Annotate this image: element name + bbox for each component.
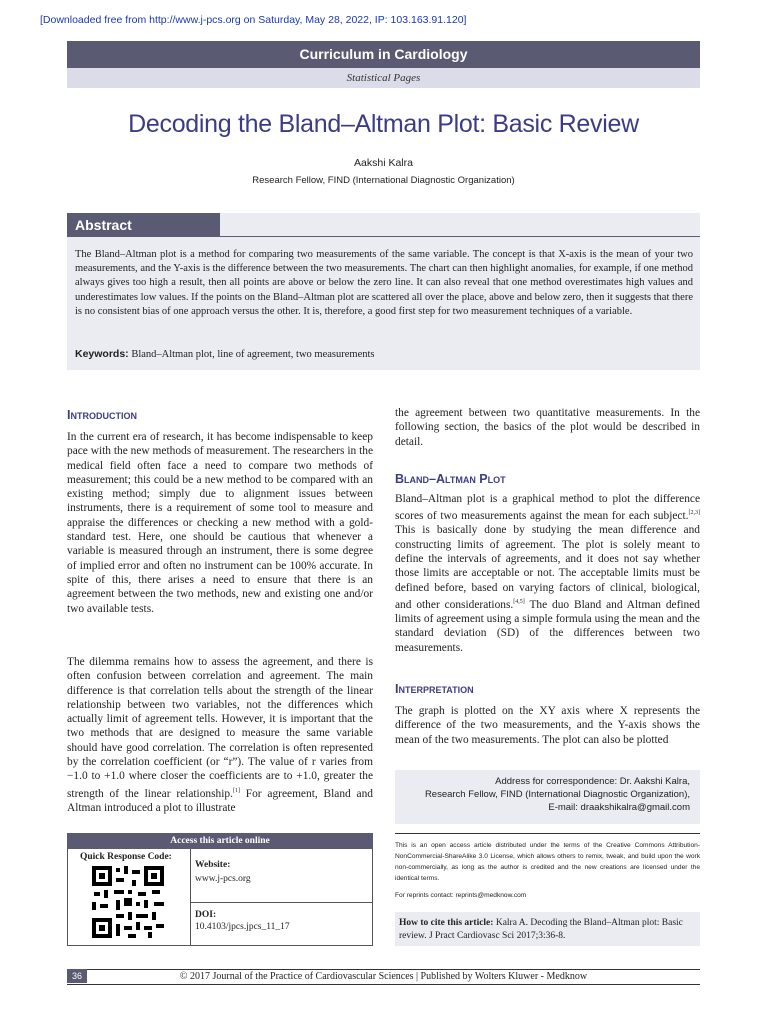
intro-p2-end: For agreement, Bland and Altman introduced a plot to illustrate <box>67 787 373 814</box>
citation-ref[interactable]: [1] <box>232 787 240 794</box>
abstract-heading: Abstract <box>67 213 220 237</box>
access-box-header: Access this article online <box>67 833 373 849</box>
website-link[interactable]: www.j-pcs.org <box>195 874 251 884</box>
citation-text <box>399 917 696 942</box>
doi-link[interactable]: 10.4103/jpcs.jpcs_11_17 <box>195 922 290 932</box>
license-text: This is an open access article distributed under the terms of the Creative Commons Attribution-NonCommercial-ShareAlike 3.0 License, which allows others to remix, tweak, and build upon the work non-commercially, as long as the author is credited and the new creations are licensed under the identical terms. <box>395 842 700 882</box>
correspondence-line-1: Address for correspondence: Dr. Aakshi Kalra, <box>495 776 690 787</box>
section-subtitle: Statistical Pages <box>67 68 700 88</box>
reprints-contact[interactable]: For reprints contact: reprints@medknow.com <box>395 892 527 899</box>
interpretation-heading: Interpretation <box>395 682 474 696</box>
intro-paragraph-2 <box>67 655 373 815</box>
author-name: Aakshi Kalra <box>354 157 413 169</box>
license-divider <box>395 833 700 834</box>
ba-text-1: Bland–Altman plot is a graphical method to plot the difference scores of two measurements against the mean for each subject. <box>395 493 700 523</box>
page-footer: © 2017 Journal of the Practice of Cardiovascular Sciences | Published by Wolters Kluwer - Medknow <box>67 969 700 985</box>
page-number: 36 <box>67 969 87 983</box>
ba-text-3: The duo Bland and Altman defined limits of agreement using a simple formula using the mean and the standard deviation (SD) of the differences between two measurements. <box>395 598 700 654</box>
bland-altman-paragraph <box>395 492 700 655</box>
doi-label: DOI: <box>195 910 217 920</box>
correspondence-line-2: Research Fellow, FIND (International Diagnostic Organization), <box>424 789 690 800</box>
author-affiliation: Research Fellow, FIND (International Diagnostic Organization) <box>252 175 515 186</box>
access-box-hdivider <box>190 902 373 903</box>
interpretation-paragraph: The graph is plotted on the XY axis where X represents the difference of the two measurements, and the Y-axis shows the mean of the two measurements. The plot can also be plotted <box>395 705 700 746</box>
keywords-text: Bland–Altman plot, line of agreement, two measurements <box>131 349 375 360</box>
qr-code[interactable] <box>92 866 164 938</box>
correspondence-text <box>395 775 690 814</box>
access-box-divider <box>190 849 191 946</box>
keywords <box>75 348 693 360</box>
introduction-heading: Introduction <box>67 408 137 422</box>
correspondence-line-3[interactable]: E-mail: draakshikalra@gmail.com <box>548 802 690 813</box>
journal-section-band: Curriculum in Cardiology <box>67 41 700 68</box>
citation-label: How to cite this article: <box>399 918 494 928</box>
ba-text-2: This is basically done by studying the mean difference and constructing limits of agreement. The plot is solely meant to define the intervals of agreements, and it does not say whether those limits are acceptable or not. The acceptable limits must be defined before, based on varying factors of clinical, biological, and other considerations. <box>395 524 700 611</box>
right-paragraph-0: the agreement between two quantitative measurements. In the following section, the basics of the plot would be described in detail. <box>395 407 700 448</box>
abstract-text: The Bland–Altman plot is a method for comparing two measurements of the same variable. The concept is that X-axis is the mean of your two measurements, and the Y-axis is the difference between the two measurements. The chart can then highlight anomalies, for example, if one method always gives too high a result, then all points are above or below the zero line. It can also reveal that one method overestimates high values and underestimates low values. If the points on the Bland–Altman plot are scattered all over the place, above and below zero, then it suggests that there is no consistent bias of one approach versus the other. It is, therefore, a good first step for two measurement techniques of a variable. <box>75 249 693 317</box>
website-label: Website: <box>195 860 231 870</box>
article-title: Decoding the Bland–Altman Plot: Basic Review <box>128 110 639 138</box>
keywords-label: Keywords: <box>75 348 129 360</box>
abstract-divider <box>220 236 700 237</box>
download-notice[interactable]: [Downloaded free from http://www.j-pcs.org on Saturday, May 28, 2022, IP: 103.163.91.120] <box>40 14 467 26</box>
bland-altman-heading: Bland–Altman Plot <box>395 472 506 486</box>
citation-ref[interactable]: [2,3] <box>688 510 700 517</box>
citation-body: Kalra A. Decoding the Bland–Altman plot: Basic review. J Pract Cardiovasc Sci 2017;3:36-8. <box>399 918 683 941</box>
intro-paragraph-1: In the current era of research, it has become indispensable to keep pace with the new methods of measurement. The researchers in the medical field often face a need to compare two methods of measurement; this could be a new method to be compared with an existing method; simply due to alignment issues between instruments, there is a requirement of some tool to measure and appraise the differences or checking a new method with a gold-standard test. Here, one should be cautious that whenever a variable is measured through an instrument, there is some degree of implied error and often no instrument can be 100% accurate. In spite of this, there arises a need to ensure that there is an agreement between the two methods, new and existing one and/or two available tests. <box>67 431 373 615</box>
qr-label: Quick Response Code: <box>80 852 172 862</box>
citation-ref[interactable]: [4,5] <box>513 598 525 605</box>
intro-p2-text: The dilemma remains how to assess the agreement, and there is often confusion between correlation and agreement. The main difference is that correlation tells about the strength of the linear relationship between two variables, not the differences which actually limit of agreement tells. However, it is important that the two methods that are designed to measure the same variable should have good correlation. The correlation is often represented by the correlation coefficient (or “r”). The value of r varies from −1.0 to +1.0 where closer the coefficients are to +1.0, greater the strength of the linear relationship. <box>67 656 373 800</box>
